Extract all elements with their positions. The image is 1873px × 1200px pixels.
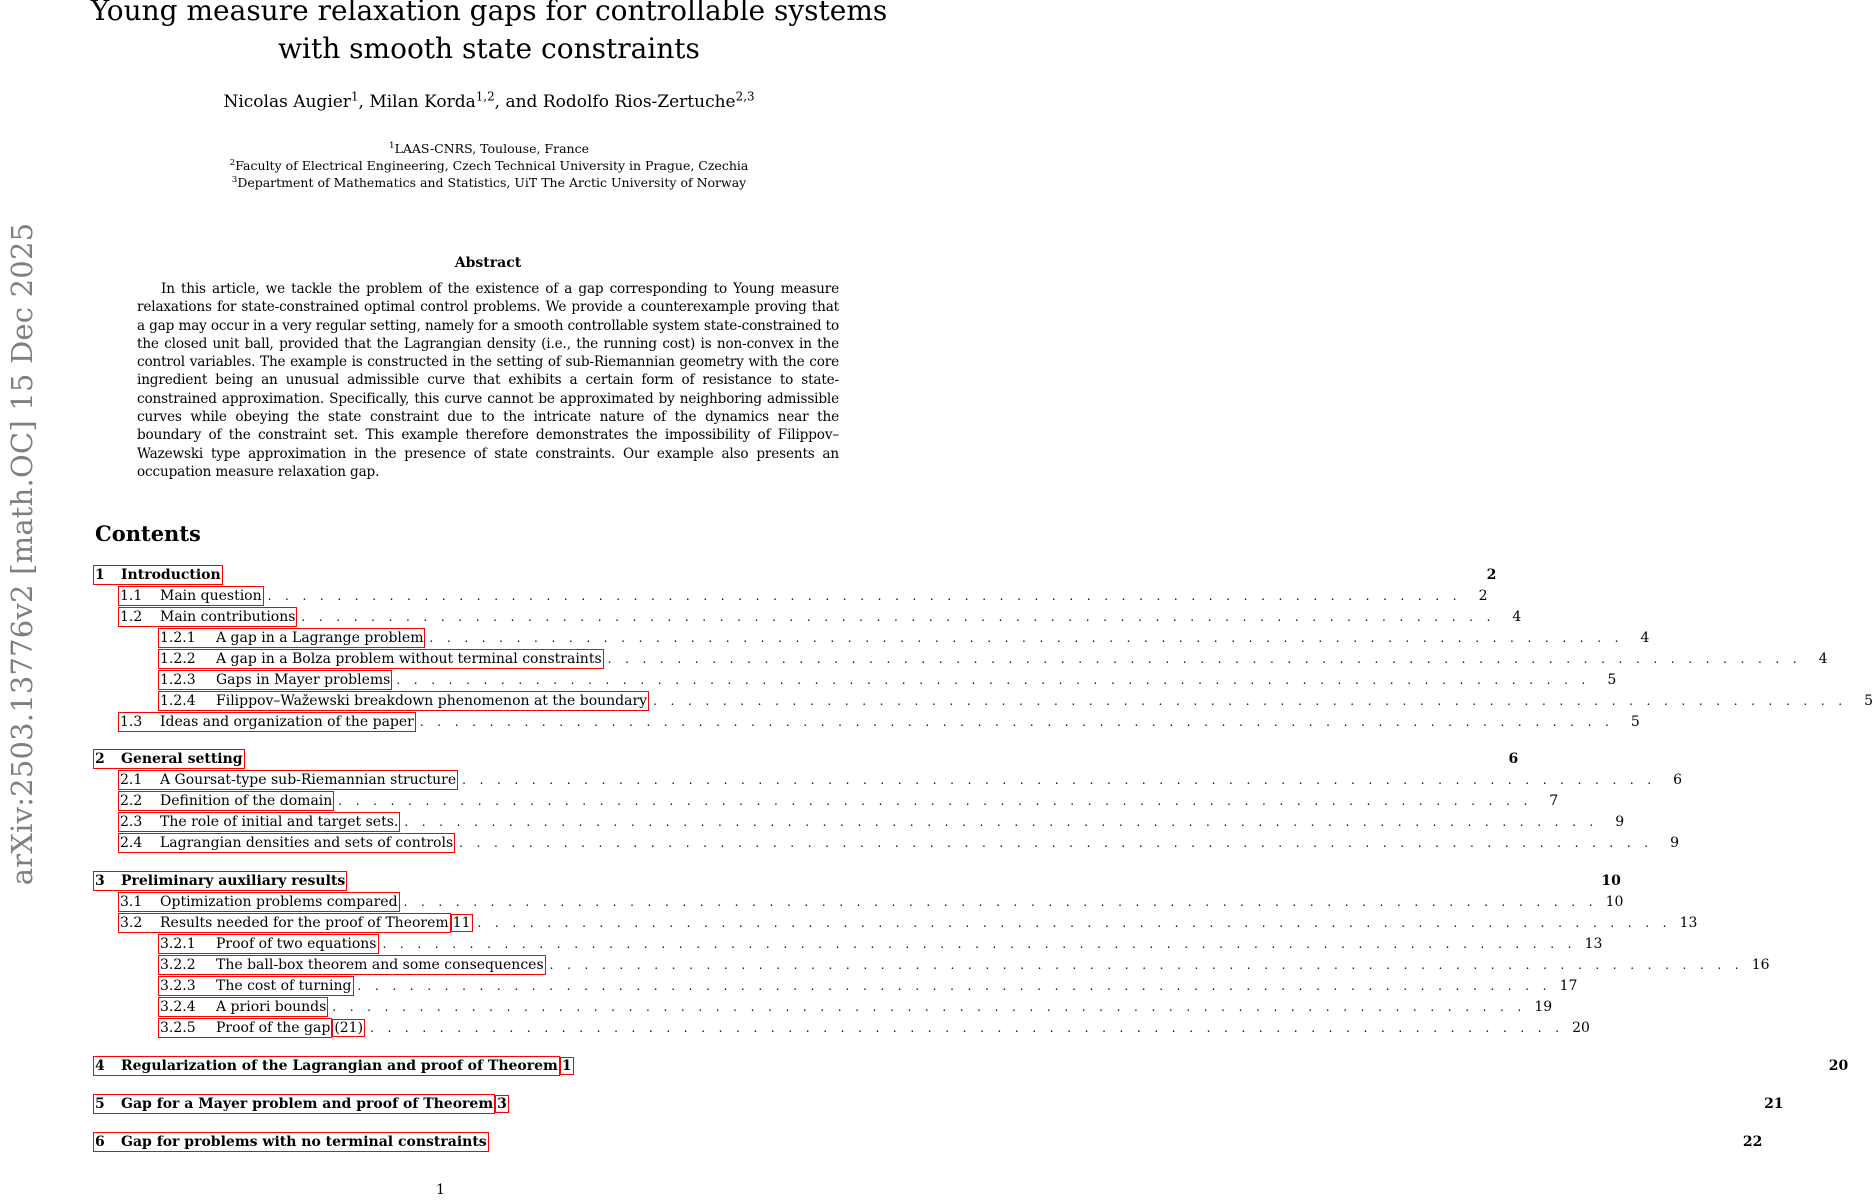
toc-entry-title: Gaps in Mayer problems [216,672,391,688]
toc-chapter-entry [95,1132,1763,1152]
toc-dot-leader: . . . . . . . . . . . . . . . . . . . . . . . . . . . . . . . . . . . . . . . . . . . . . . . . . . . . . . . . . . . . . . . . . . . . . [477,916,1672,930]
toc-entry-number: 1 [95,567,105,583]
toc-entry-number: 3.2 [120,915,143,931]
toc-entry-number: 3.1 [120,894,143,910]
toc-link[interactable] [160,999,326,1015]
toc-entry-number: 5 [95,1096,105,1112]
toc-link[interactable] [120,814,398,830]
toc-page-number: 16 [1751,957,1770,973]
toc-entry-number: 2.1 [120,772,143,788]
toc-link[interactable] [160,957,544,973]
toc-dot-leader: . . . . . . . . . . . . . . . . . . . . . . . . . . . . . . . . . . . . . . . . . . . . . . . . . . . . . . . . . . . . . . . . . . . . . [396,673,1591,687]
toc-entry-title: A Goursat-type sub-Riemannian structure [160,772,457,788]
toc-entry-title: The role of initial and target sets. [160,814,399,830]
toc-section-entry [120,892,1624,912]
toc-section-entry [160,976,1578,996]
toc-link[interactable] [95,567,221,583]
toc-dot-leader: . . . . . . . . . . . . . . . . . . . . . . . . . . . . . . . . . . . . . . . . . . . . . . . . . . . . . . . . . . . . . . . . . . . . . [403,895,1598,909]
toc-section-entry [120,833,1680,853]
toc-link[interactable] [95,873,345,889]
arxiv-identifier: arXiv:2503.13776v2 [math.OC] 15 Dec 2025 [5,222,39,886]
toc-link[interactable] [160,1020,330,1036]
toc-link[interactable] [120,835,453,851]
toc-page-number: 4 [1818,651,1828,667]
toc-chapter-entry [95,1056,1849,1076]
toc-entry-title: The ball-box theorem and some consequences [216,957,544,973]
toc-page-number: 21 [1764,1096,1784,1112]
toc-dot-leader: . . . . . . . . . . . . . . . . . . . . . . . . . . . . . . . . . . . . . . . . . . . . . . . . . . . . . . . . . . . . . . . . . . . . . [429,631,1624,645]
toc-section-entry [120,791,1559,811]
toc-link[interactable] [120,793,332,809]
toc-entry-number: 2.2 [120,793,143,809]
toc-page-number: 5 [1607,672,1617,688]
cross-reference-link[interactable]: 11 [452,915,471,931]
toc-link[interactable] [95,1134,487,1150]
toc-entry-title: Main question [160,588,262,604]
abstract-heading: Abstract [454,255,522,271]
toc-entry-number: 6 [95,1134,105,1150]
toc-entry-number: 1.2.2 [160,651,196,667]
toc-entry-number: 3.2.5 [160,1020,196,1036]
abstract-body: In this article, we tackle the problem of the existence of a gap corresponding to Young measure relaxations for state-constrained optimal control problems. We provide a counterexample proving that a gap may occur in a very regular setting, namely for a smooth controllable system state-constrained to the closed unit ball, provided that the Lagrangian density (i.e., the running cost) is non-convex in the control variables. The example is constructed in the setting of sub-Riemannian geometry with the core ingredient being an unusual admissible curve that exhibits a certain form of resistance to state-constrained approximation. Specifically, this curve cannot be approximated by neighboring admissible curves while obeying the state constraint due to the intricate nature of the dynamics near the boundary of the constraint set. This example therefore demonstrates the impossibility of Filippov–Wazewski type approximation in the presence of state constraints. Our example also presents an occupation measure relaxation gap. [137,281,839,480]
toc-dot-leader: . . . . . . . . . . . . . . . . . . . . . . . . . . . . . . . . . . . . . . . . . . . . . . . . . . . . . . . . . . . . . . . . . . . . . [419,715,1614,729]
toc-page-number: 5 [1630,714,1640,730]
toc-link[interactable] [160,978,352,994]
toc-page-number: 13 [1679,915,1698,931]
toc-entry-title: Lagrangian densities and sets of controls [160,835,454,851]
author-affiliation-marker: 1 [350,89,359,104]
toc-entry-title: Results needed for the proof of Theorem [160,915,449,931]
toc-dot-leader: . . . . . . . . . . . . . . . . . . . . . . . . . . . . . . . . . . . . . . . . . . . . . . . . . . . . . . . . . . . . . . . . . . . . . [301,610,1496,624]
toc-dot-leader: . . . . . . . . . . . . . . . . . . . . . . . . . . . . . . . . . . . . . . . . . . . . . . . . . . . . . . . . . . . . . . . . . . . . . [267,589,1462,603]
affiliation-text: LAAS-CNRS, Toulouse, France [394,141,589,156]
toc-entry-number: 3.2.3 [160,978,196,994]
toc-section-entry [120,913,1698,933]
toc-entry-number: 1.2.1 [160,630,196,646]
toc-entry-number: 3.2.2 [160,957,196,973]
toc-entry-number: 3.2.1 [160,936,196,952]
toc-page-number: 10 [1605,894,1624,910]
toc-entry-number: 1.2 [120,609,143,625]
toc-dot-leader: . . . . . . . . . . . . . . . . . . . . . . . . . . . . . . . . . . . . . . . . . . . . . . . . . . . . . . . . . . . . . . . . . . . . . [382,937,1577,951]
toc-section-entry [120,812,1625,832]
toc-entry-title: Ideas and organization of the paper [160,714,414,730]
toc-chapter-entry [95,1094,1784,1114]
toc-entry-number: 1.2.3 [160,672,196,688]
toc-link[interactable] [95,1058,558,1074]
toc-dot-leader: . . . . . . . . . . . . . . . . . . . . . . . . . . . . . . . . . . . . . . . . . . . . . . . . . . . . . . . . . . . . . . . . . . . . . [338,794,1533,808]
toc-page-number: 2 [1486,567,1497,583]
author-name: Milan Korda [369,92,476,112]
toc-link[interactable] [120,894,398,910]
toc-link[interactable] [120,772,456,788]
toc-dot-leader: . . . . . . . . . . . . . . . . . . . . . . . . . . . . . . . . . . . . . . . . . . . . . . . . . . . . . . . . . . . . . . . . . . . . . [549,958,1744,972]
toc-page-number: 4 [1512,609,1522,625]
toc-chapter-entry [95,565,1497,585]
toc-page-number: 6 [1673,772,1683,788]
toc-page-number: 7 [1549,793,1559,809]
toc-entry-title: Optimization problems compared [160,894,398,910]
toc-entry-title: General setting [121,751,243,767]
toc-entry-title: Definition of the domain [160,793,333,809]
cross-reference-link[interactable]: (21) [334,1020,364,1036]
contents-heading: Contents [95,521,201,546]
author-affiliation-marker: 2,3 [735,89,755,104]
affiliation-text: Faculty of Electrical Engineering, Czech Technical University in Prague, Czechia [235,158,749,173]
author-affiliation-marker: 1,2 [475,89,495,104]
toc-page-number: 6 [1508,751,1519,767]
toc-page-number: 20 [1572,1020,1590,1036]
toc-page-number: 9 [1670,835,1680,851]
toc-entry-title: Filippov–Wažewski breakdown phenomenon at the boundary [216,693,648,709]
affiliation-marker: 1 [389,140,395,151]
author-separator: , [358,92,370,112]
toc-entry-number: 3.2.4 [160,999,196,1015]
toc-dot-leader: . . . . . . . . . . . . . . . . . . . . . . . . . . . . . . . . . . . . . . . . . . . . . . . . . . . . . . . . . . . . . . . . . . . . . [370,1021,1564,1035]
toc-entry-title: Main contributions [160,609,296,625]
author-name: Rodolfo Rios-Zertuche [542,92,736,112]
toc-entry-number: 4 [95,1058,105,1074]
toc-entry-number: 2.3 [120,814,143,830]
page-number: 1 [436,1182,445,1198]
cross-reference-link[interactable]: 1 [561,1058,572,1074]
toc-section-entry [120,586,1488,606]
toc-entry-title: The cost of turning [216,978,352,994]
toc-entry-title: A gap in a Lagrange problem [216,630,424,646]
toc-page-number: 9 [1615,814,1625,830]
toc-section-entry [160,628,1650,648]
toc-link[interactable] [120,609,295,625]
toc-section-entry [120,607,1522,627]
toc-chapter-entry [95,871,1621,891]
toc-link[interactable] [120,714,414,730]
toc-dot-leader: . . . . . . . . . . . . . . . . . . . . . . . . . . . . . . . . . . . . . . . . . . . . . . . . . . . . . . . . . . . . . . . . . . . . . [332,1000,1527,1014]
toc-dot-leader: . . . . . . . . . . . . . . . . . . . . . . . . . . . . . . . . . . . . . . . . . . . . . . . . . . . . . . . . . . . . . . . . . . . . . [607,652,1802,666]
toc-dot-leader: . . . . . . . . . . . . . . . . . . . . . . . . . . . . . . . . . . . . . . . . . . . . . . . . . . . . . . . . . . . . . . . . . . . . . [462,773,1657,787]
toc-entry-number: 1.3 [120,714,143,730]
toc-entry-title: Regularization of the Lagrangian and proof of Theorem [121,1058,558,1074]
toc-entry-title: Preliminary auxiliary results [121,873,346,889]
toc-page-number: 10 [1601,873,1621,889]
toc-link[interactable] [120,588,262,604]
paper-title: Young measure relaxation gaps for controllable systems with smooth state constraints [90,0,888,65]
toc-section-entry [160,997,1553,1017]
toc-entry-number: 1.2.4 [160,693,196,709]
toc-entry-number: 2.4 [120,835,143,851]
toc-link[interactable] [160,651,602,667]
toc-page-number: 22 [1742,1134,1763,1150]
toc-page-number: 19 [1534,999,1553,1015]
toc-section-entry [120,712,1640,732]
toc-entry-title: A gap in a Bolza problem without terminal constraints [216,651,602,667]
toc-entry-title: Proof of the gap [216,1020,331,1036]
toc-section-entry [160,649,1828,669]
toc-link[interactable] [160,630,423,646]
toc-link[interactable] [160,672,390,688]
toc-section-entry [160,670,1617,690]
toc-section-entry [120,770,1683,790]
affiliation-marker: 3 [231,174,238,185]
toc-entry-title: A priori bounds [216,999,327,1015]
toc-section-entry [160,934,1603,954]
affiliation-marker: 2 [229,157,236,168]
toc-link[interactable] [95,751,243,767]
toc-entry-number: 3 [95,873,105,889]
toc-entry-number: 2 [95,751,105,767]
author-separator: , and [494,92,543,112]
toc-page-number: 5 [1864,693,1873,709]
toc-dot-leader: . . . . . . . . . . . . . . . . . . . . . . . . . . . . . . . . . . . . . . . . . . . . . . . . . . . . . . . . . . . . . . . . . . . . . [357,979,1552,993]
toc-dot-leader: . . . . . . . . . . . . . . . . . . . . . . . . . . . . . . . . . . . . . . . . . . . . . . . . . . . . . . . . . . . . . . . . . . . . . [459,836,1654,850]
toc-link[interactable] [160,936,377,952]
toc-entry-title: Gap for problems with no terminal constraints [121,1134,487,1150]
toc-link[interactable] [160,693,647,709]
toc-page-number: 4 [1640,630,1650,646]
toc-page-number: 13 [1584,936,1603,952]
author-name: Nicolas Augier [223,92,351,112]
toc-entry-title: Gap for a Mayer problem and proof of Theorem [121,1096,494,1112]
toc-link[interactable] [95,1096,493,1112]
toc-dot-leader: . . . . . . . . . . . . . . . . . . . . . . . . . . . . . . . . . . . . . . . . . . . . . . . . . . . . . . . . . . . . . . . . . . . . . [653,694,1847,708]
toc-page-number: 2 [1478,588,1488,604]
toc-link[interactable] [120,915,449,931]
toc-entry-title: Introduction [121,567,221,583]
toc-dot-leader: . . . . . . . . . . . . . . . . . . . . . . . . . . . . . . . . . . . . . . . . . . . . . . . . . . . . . . . . . . . . . . . . . . . . . [404,815,1599,829]
toc-entry-number: 1.1 [120,588,143,604]
cross-reference-link[interactable]: 3 [497,1096,507,1112]
toc-page-number: 20 [1828,1058,1849,1074]
toc-section-entry [160,1018,1590,1038]
toc-section-entry [160,955,1770,975]
toc-page-number: 17 [1559,978,1578,994]
toc-entry-title: Proof of two equations [216,936,377,952]
toc-section-entry [160,691,1873,711]
toc-chapter-entry [95,749,1519,769]
affiliation-text: Department of Mathematics and Statistics, UiT The Arctic University of Norway [237,175,747,190]
